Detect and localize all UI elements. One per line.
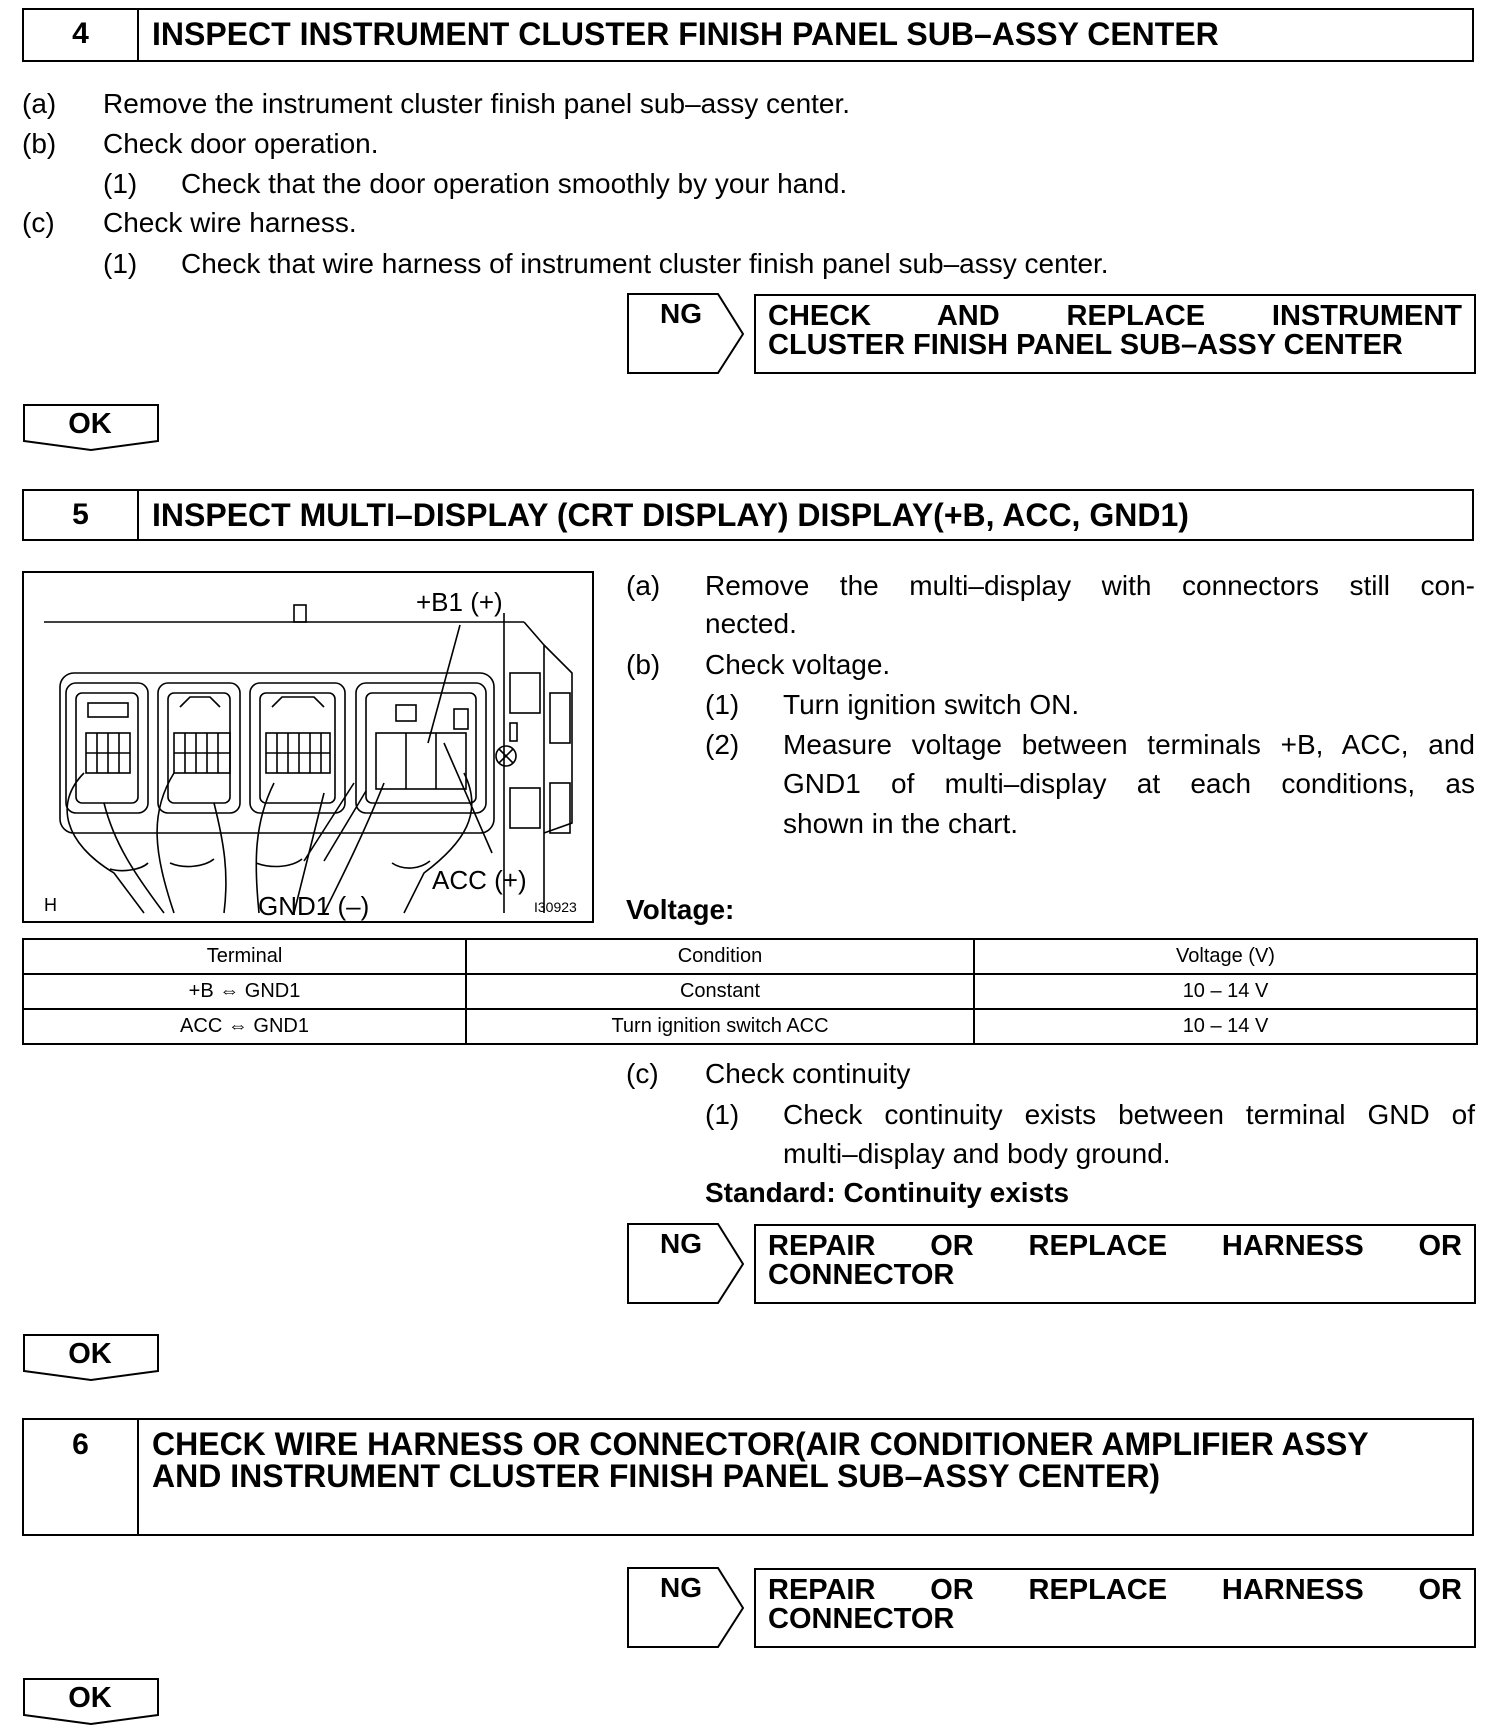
multi-display-connector-figure xyxy=(22,571,594,923)
step5-b2-line2: GND1 of multi–display at each conditions, as xyxy=(783,768,1475,799)
ng-label: NG xyxy=(660,1572,702,1603)
ng-action-line2: CONNECTOR xyxy=(768,1259,955,1291)
step4-c1-text: Check that wire harness of instrument cluster finish panel sub–assy center. xyxy=(181,248,1109,279)
ng-label: NG xyxy=(660,298,702,329)
step4-b1-label: (1) xyxy=(103,168,138,199)
step-number: 5 xyxy=(24,491,139,539)
figure-id: I30923 xyxy=(534,899,577,915)
voltage-heading: Voltage: xyxy=(626,894,735,925)
ng-action-line1: REPAIR OR REPLACE HARNESS OR xyxy=(768,1230,1462,1262)
table-cell-terminal: +B ⇔ GND1 xyxy=(23,974,466,1009)
ng-action-box xyxy=(754,1568,1476,1648)
ng-action-line1: CHECK AND REPLACE INSTRUMENT xyxy=(768,300,1462,332)
voltage-table xyxy=(22,938,1478,1045)
step-4-header xyxy=(22,8,1474,62)
step5-c-label: (c) xyxy=(626,1058,659,1089)
table-cell-condition: Constant xyxy=(466,974,974,1009)
step-title: INSPECT MULTI–DISPLAY (CRT DISPLAY) DISPLAY(+B, ACC, GND1) xyxy=(152,497,1189,533)
step5-c-text: Check continuity xyxy=(705,1058,911,1089)
step4-a-label: (a) xyxy=(22,88,57,119)
ok-label: OK xyxy=(68,408,112,440)
step5-b-label: (b) xyxy=(626,649,661,680)
step-5-header xyxy=(22,489,1474,541)
step-title-line2: AND INSTRUMENT CLUSTER FINISH PANEL SUB–ASSY CENTER) xyxy=(152,1458,1161,1494)
step5-ng-result xyxy=(626,1222,1476,1306)
label-b1: +B1 (+) xyxy=(416,587,503,617)
table-header-cell: Condition xyxy=(466,939,974,974)
step5-b-text: Check voltage. xyxy=(705,649,891,680)
standard-text: Standard: Continuity exists xyxy=(705,1177,1070,1208)
step4-c-text: Check wire harness. xyxy=(103,207,357,238)
label-acc: ACC (+) xyxy=(432,865,527,895)
step5-b2-line3: shown in the chart. xyxy=(783,808,1019,839)
table-cell-voltage: 10 – 14 V xyxy=(974,1009,1477,1044)
step5-c1-line1: Check continuity exists between terminal GND of xyxy=(783,1099,1475,1130)
ok-label: OK xyxy=(68,1682,112,1714)
step4-b-label: (b) xyxy=(22,128,57,159)
label-h: H xyxy=(44,895,57,915)
step5-c1-line2: multi–display and body ground. xyxy=(783,1138,1171,1169)
step5-ok-result xyxy=(22,1333,162,1383)
ng-label: NG xyxy=(660,1228,702,1259)
step5-b1-label: (1) xyxy=(705,689,740,720)
ok-label: OK xyxy=(68,1338,112,1370)
table-cell-condition: Turn ignition switch ACC xyxy=(466,1009,974,1044)
step4-ng-result xyxy=(626,292,1476,376)
ng-action-line2: CLUSTER FINISH PANEL SUB–ASSY CENTER xyxy=(768,329,1403,361)
step-number: 6 xyxy=(24,1420,139,1534)
step-title: INSPECT INSTRUMENT CLUSTER FINISH PANEL SUB–ASSY CENTER xyxy=(152,16,1219,52)
step-number: 4 xyxy=(24,10,139,60)
step5-b1-text: Turn ignition switch ON. xyxy=(783,689,1080,720)
ng-action-box xyxy=(754,1224,1476,1304)
table-cell-voltage: 10 – 14 V xyxy=(974,974,1477,1009)
step4-a-text: Remove the instrument cluster finish panel sub–assy center. xyxy=(103,88,851,119)
step4-c-label: (c) xyxy=(22,207,55,238)
table-header-cell: Terminal xyxy=(23,939,466,974)
step4-ok-result xyxy=(22,403,162,453)
table-header-row xyxy=(23,939,1477,974)
label-gnd1: GND1 (–) xyxy=(258,891,370,921)
step5-a-line1: Remove the multi–display with connectors still con- xyxy=(705,570,1475,601)
ng-action-line1: REPAIR OR REPLACE HARNESS OR xyxy=(768,1574,1462,1606)
step-title-line1: CHECK WIRE HARNESS OR CONNECTOR(AIR CONDITIONER AMPLIFIER ASSY xyxy=(152,1426,1369,1462)
step6-ok-result xyxy=(22,1677,162,1727)
step4-b1-text: Check that the door operation smoothly by your hand. xyxy=(181,168,848,199)
step5-b2-line1: Measure voltage between terminals +B, ACC, and xyxy=(783,729,1475,760)
step4-b-text: Check door operation. xyxy=(103,128,379,159)
table-header-cell: Voltage (V) xyxy=(974,939,1477,974)
step4-c1-label: (1) xyxy=(103,248,138,279)
table-cell-terminal: ACC ⇔ GND1 xyxy=(23,1009,466,1044)
step5-b2-label: (2) xyxy=(705,729,740,760)
table-row xyxy=(23,974,1477,1009)
step5-a-line2: nected. xyxy=(705,608,797,639)
table-row xyxy=(23,1009,1477,1044)
step-6-header xyxy=(22,1418,1474,1536)
step6-ng-result xyxy=(626,1566,1476,1650)
step5-c1-label: (1) xyxy=(705,1099,740,1130)
ng-action-line2: CONNECTOR xyxy=(768,1603,955,1635)
step5-a-label: (a) xyxy=(626,570,661,601)
ng-action-box xyxy=(754,294,1476,374)
